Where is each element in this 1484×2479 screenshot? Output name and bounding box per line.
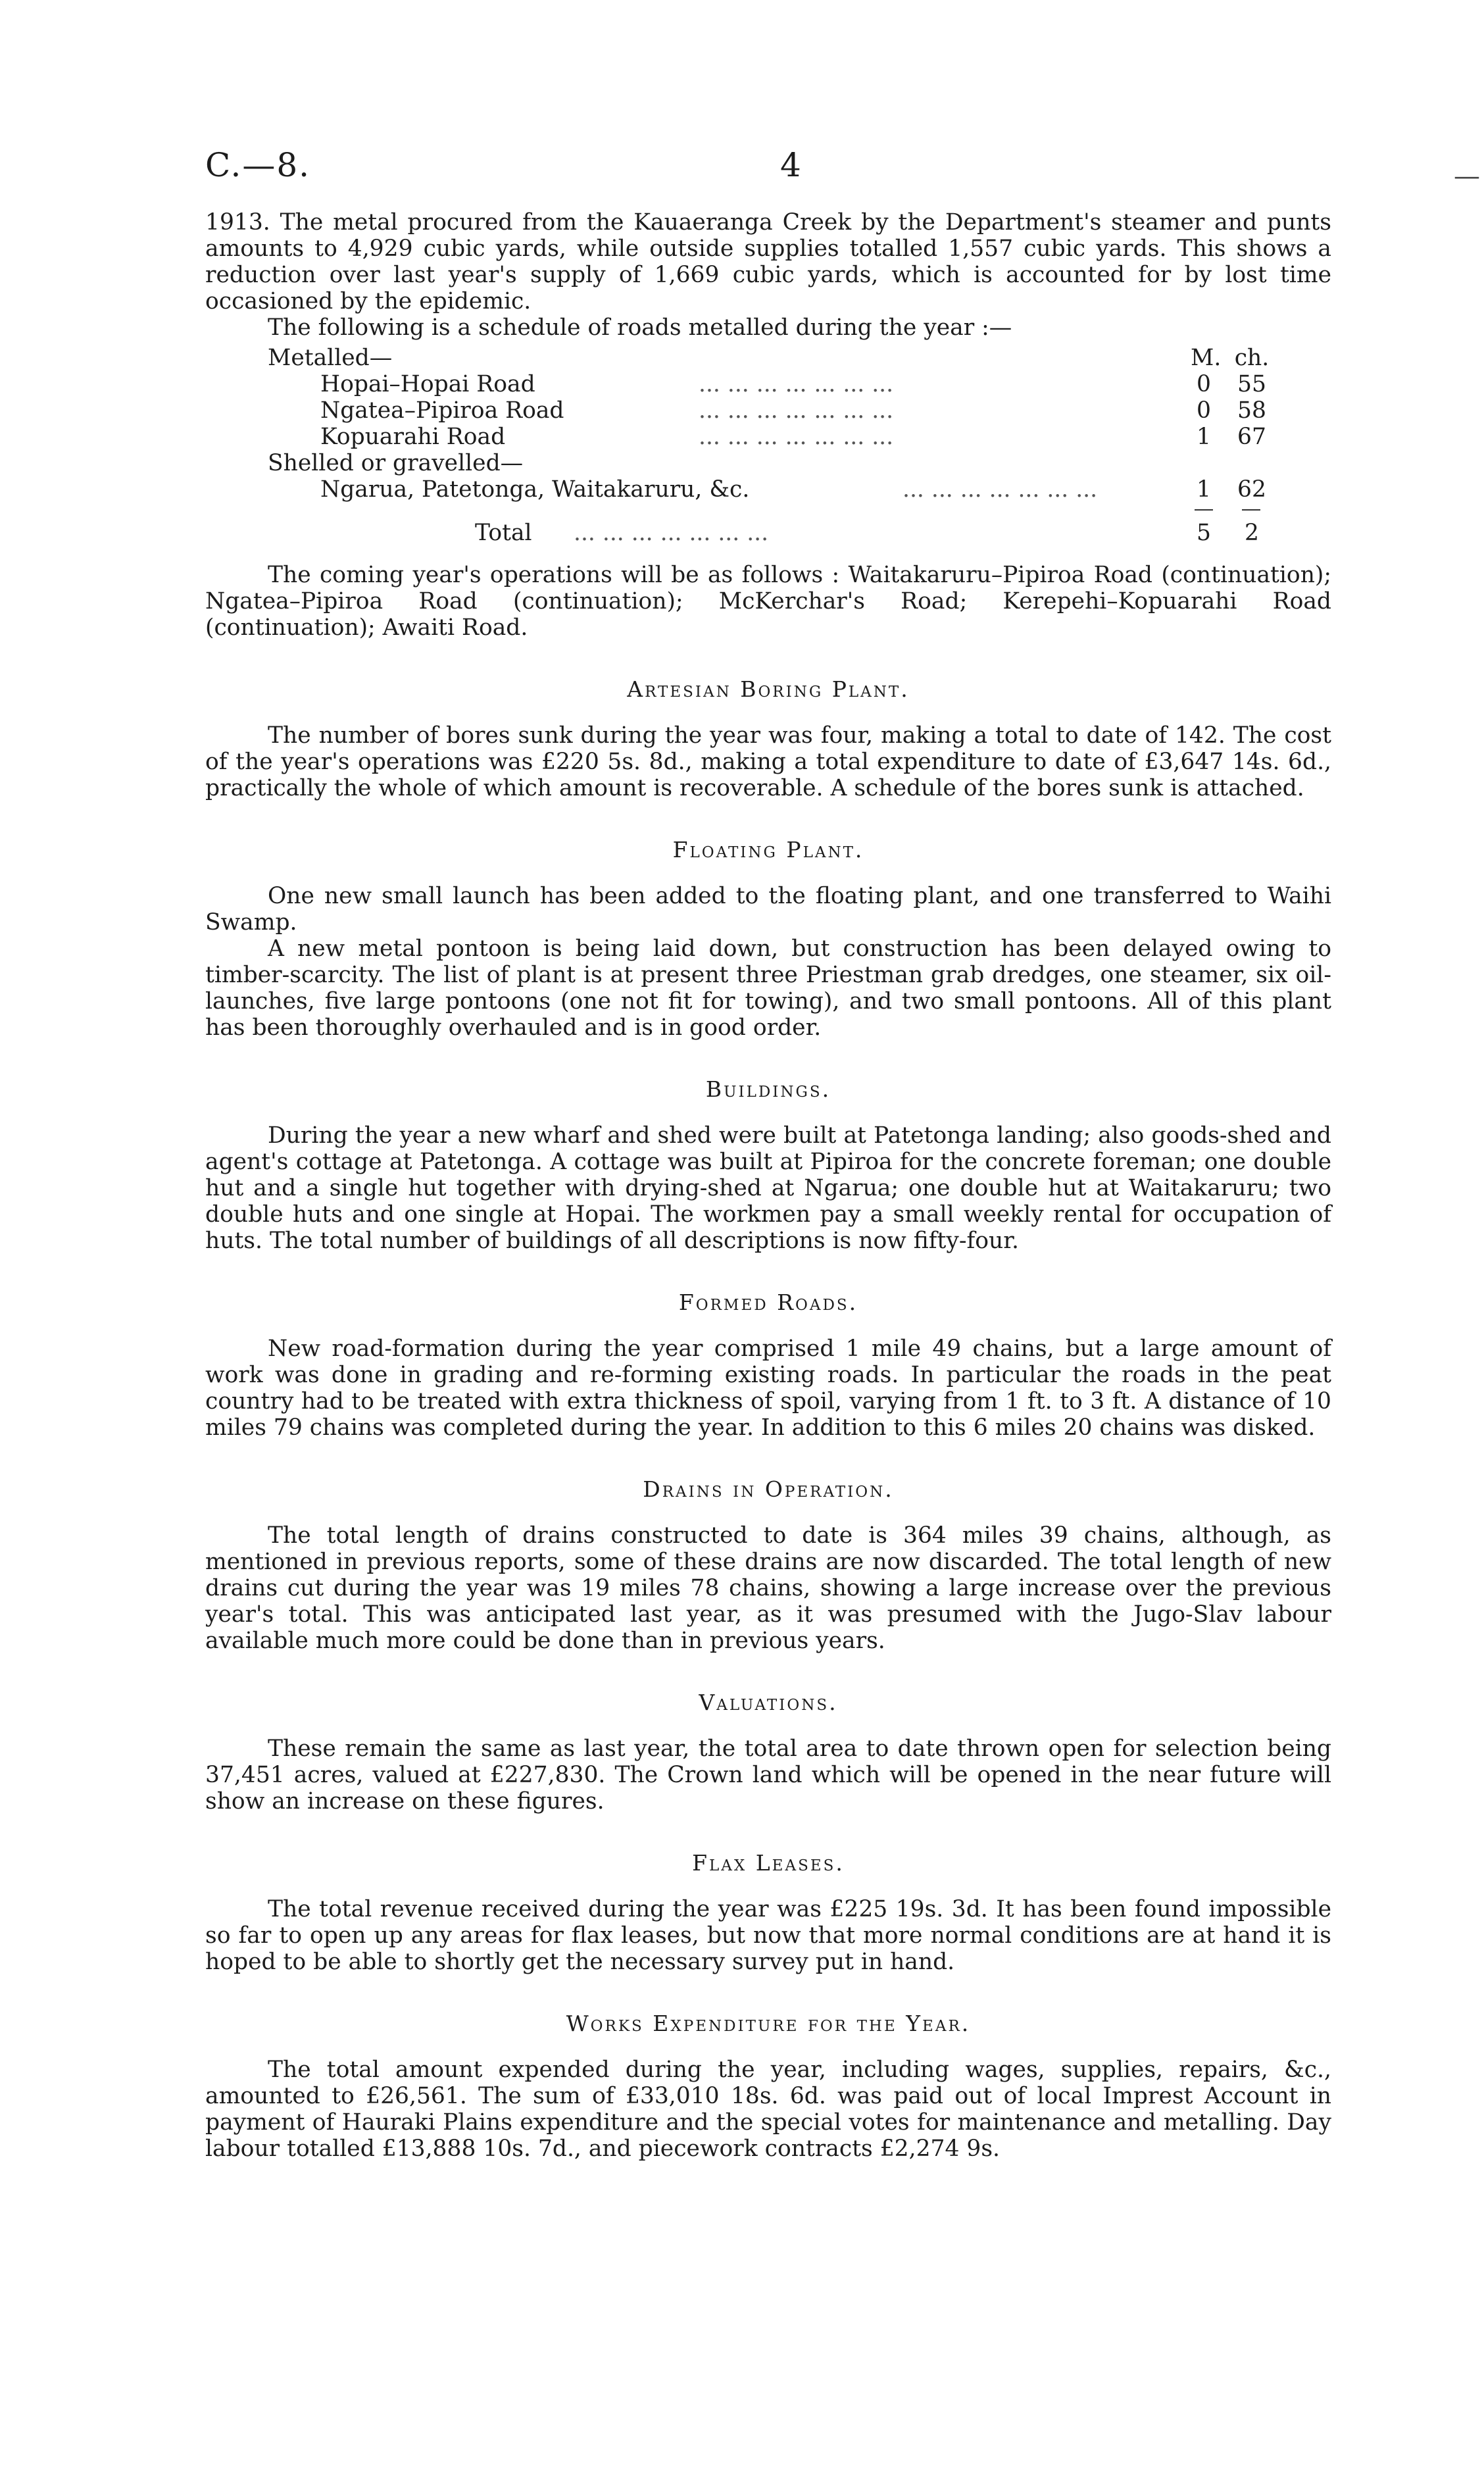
- leader-dots: ... ... ... ... ... ... ...: [903, 476, 1098, 503]
- page-body: [205, 209, 1331, 2162]
- document-reference: C.—8.: [205, 146, 311, 184]
- miles-rule: [1195, 509, 1213, 511]
- road-miles: 1: [1197, 424, 1211, 450]
- section-heading-flax-leases: Flax Leases.: [692, 1850, 845, 1876]
- schedule-total-row: [205, 520, 1331, 546]
- total-rule-row: [205, 503, 1331, 520]
- section-paragraph: The total length of drains constructed to date is 364 miles 39 chains, although, as mentioned in previous reports, some of these drains are now discarded. The total length of new drains cut during the year was 19 miles 78 chains, showing a large increase over the previous year's total. This was anticipated last year, as it was presumed with the Jugo-Slav labour available much more could be done than in previous years.: [205, 1522, 1331, 1654]
- road-name: Ngatea–Pipiroa Road: [320, 397, 564, 424]
- coming-year-paragraph: The coming year's operations will be as follows : Waitakaruru–Pipiroa Road (continuation); Ngatea–Pipiroa Road (continuation); McKerchar's Road; Kerepehi–Kopuarahi Road (continuation); Awaiti Road.: [205, 562, 1331, 641]
- leader-dots: ... ... ... ... ... ... ...: [574, 520, 769, 546]
- section-paragraph: During the year a new wharf and shed were built at Patetonga landing; also goods-shed and agent's cottage at Patetonga. A cottage was built at Pipiroa for the concrete foreman; one double hut and a single hut together with drying-shed at Ngarua; one double hut at Waitakaruru; two double huts and one single at Hopai. The workmen pay a small weekly rental for occupation of huts. The total number of buildings of all descriptions is now fifty-four.: [205, 1122, 1331, 1254]
- road-chains: 58: [1237, 397, 1266, 424]
- section-paragraph: A new metal pontoon is being laid down, but construction has been delayed owing to timber-scarcity. The list of plant is at present three Priestman grab dredges, one steamer, six oil-launches, five large pontoons (one not fit for towing), and two small pontoons. All of this plant has been thoroughly overhauled and is in good order.: [205, 936, 1331, 1041]
- section-heading-formed-roads: Formed Roads.: [678, 1290, 858, 1315]
- schedule-row: [205, 397, 1331, 424]
- column-chains-header: ch.: [1234, 345, 1270, 371]
- page-number: 4: [780, 146, 801, 184]
- schedule-header-row: [205, 345, 1331, 371]
- road-chains: 62: [1237, 476, 1266, 503]
- road-miles: 0: [1197, 397, 1211, 424]
- group-metalled-label: Metalled—: [268, 345, 393, 371]
- total-label: Total: [475, 520, 532, 546]
- intro-paragraph: 1913. The metal procured from the Kauaeranga Creek by the Department's steamer and punts amounts to 4,929 cubic yards, while outside supplies totalled 1,557 cubic yards. This shows a reduction over last year's supply of 1,669 cubic yards, which is accounted for by lost time occasioned by the epidemic.: [205, 209, 1331, 314]
- road-name: Hopai–Hopai Road: [320, 371, 535, 397]
- section-heading-floating: Floating Plant.: [672, 837, 864, 863]
- section-heading-works-expenditure: Works Expenditure for the Year.: [566, 2011, 971, 2036]
- road-chains: 55: [1237, 371, 1266, 397]
- leader-dots: ... ... ... ... ... ... ...: [699, 371, 894, 397]
- schedule-intro: The following is a schedule of roads metalled during the year :—: [268, 314, 1012, 341]
- schedule-row: [205, 424, 1331, 450]
- total-miles: 5: [1197, 520, 1211, 546]
- road-name: Ngarua, Patetonga, Waitakaruru, &c.: [320, 476, 750, 503]
- road-miles: 0: [1197, 371, 1211, 397]
- road-chains: 67: [1237, 424, 1266, 450]
- section-heading-valuations: Valuations.: [699, 1690, 838, 1715]
- roads-metalled-schedule: [205, 345, 1331, 546]
- section-paragraph: The number of bores sunk during the year was four, making a total to date of 142. The cost of the year's operations was £220 5s. 8d., making a total expenditure to date of £3,647 14s. 6d., practically the whole of which amount is recoverable. A schedule of the bores sunk is attached.: [205, 722, 1331, 801]
- section-heading-drains: Drains in Operation.: [643, 1476, 894, 1502]
- corner-mark: —: [1454, 161, 1480, 191]
- section-heading-artesian: Artesian Boring Plant.: [627, 676, 910, 702]
- total-chains: 2: [1245, 520, 1259, 546]
- section-paragraph: One new small launch has been added to the floating plant, and one transferred to Waihi Swamp.: [205, 883, 1331, 936]
- leader-dots: ... ... ... ... ... ... ...: [699, 397, 894, 424]
- schedule-group-row: [205, 450, 1331, 476]
- section-heading-buildings: Buildings.: [705, 1076, 831, 1102]
- group-shelled-label: Shelled or gravelled—: [268, 450, 524, 476]
- schedule-row: [205, 476, 1331, 503]
- chains-rule: [1242, 509, 1260, 511]
- section-paragraph: The total revenue received during the year was £225 19s. 3d. It has been found impossible so far to open up any areas for flax leases, but now that more normal conditions are at hand it is hoped to be able to shortly get the necessary survey put in hand.: [205, 1896, 1331, 1975]
- leader-dots: ... ... ... ... ... ... ...: [699, 424, 894, 450]
- section-paragraph: These remain the same as last year, the total area to date thrown open for selection being 37,451 acres, valued at £227,830. The Crown land which will be opened in the near future will show an increase on these figures.: [205, 1736, 1331, 1815]
- road-name: Kopuarahi Road: [320, 424, 506, 450]
- column-miles-header: M.: [1191, 345, 1222, 371]
- road-miles: 1: [1197, 476, 1211, 503]
- schedule-row: [205, 371, 1331, 397]
- section-paragraph: New road-formation during the year comprised 1 mile 49 chains, but a large amount of work was done in grading and re-forming existing roads. In particular the roads in the peat country had to be treated with extra thickness of spoil, varying from 1 ft. to 3 ft. A distance of 10 miles 79 chains was completed during the year. In addition to this 6 miles 20 chains was disked.: [205, 1336, 1331, 1441]
- section-paragraph: The total amount expended during the year, including wages, supplies, repairs, &c., amounted to £26,561. The sum of £33,010 18s. 6d. was paid out of local Imprest Account in payment of Hauraki Plains expenditure and the special votes for maintenance and metalling. Day labour totalled £13,888 10s. 7d., and piecework contracts £2,274 9s.: [205, 2057, 1331, 2162]
